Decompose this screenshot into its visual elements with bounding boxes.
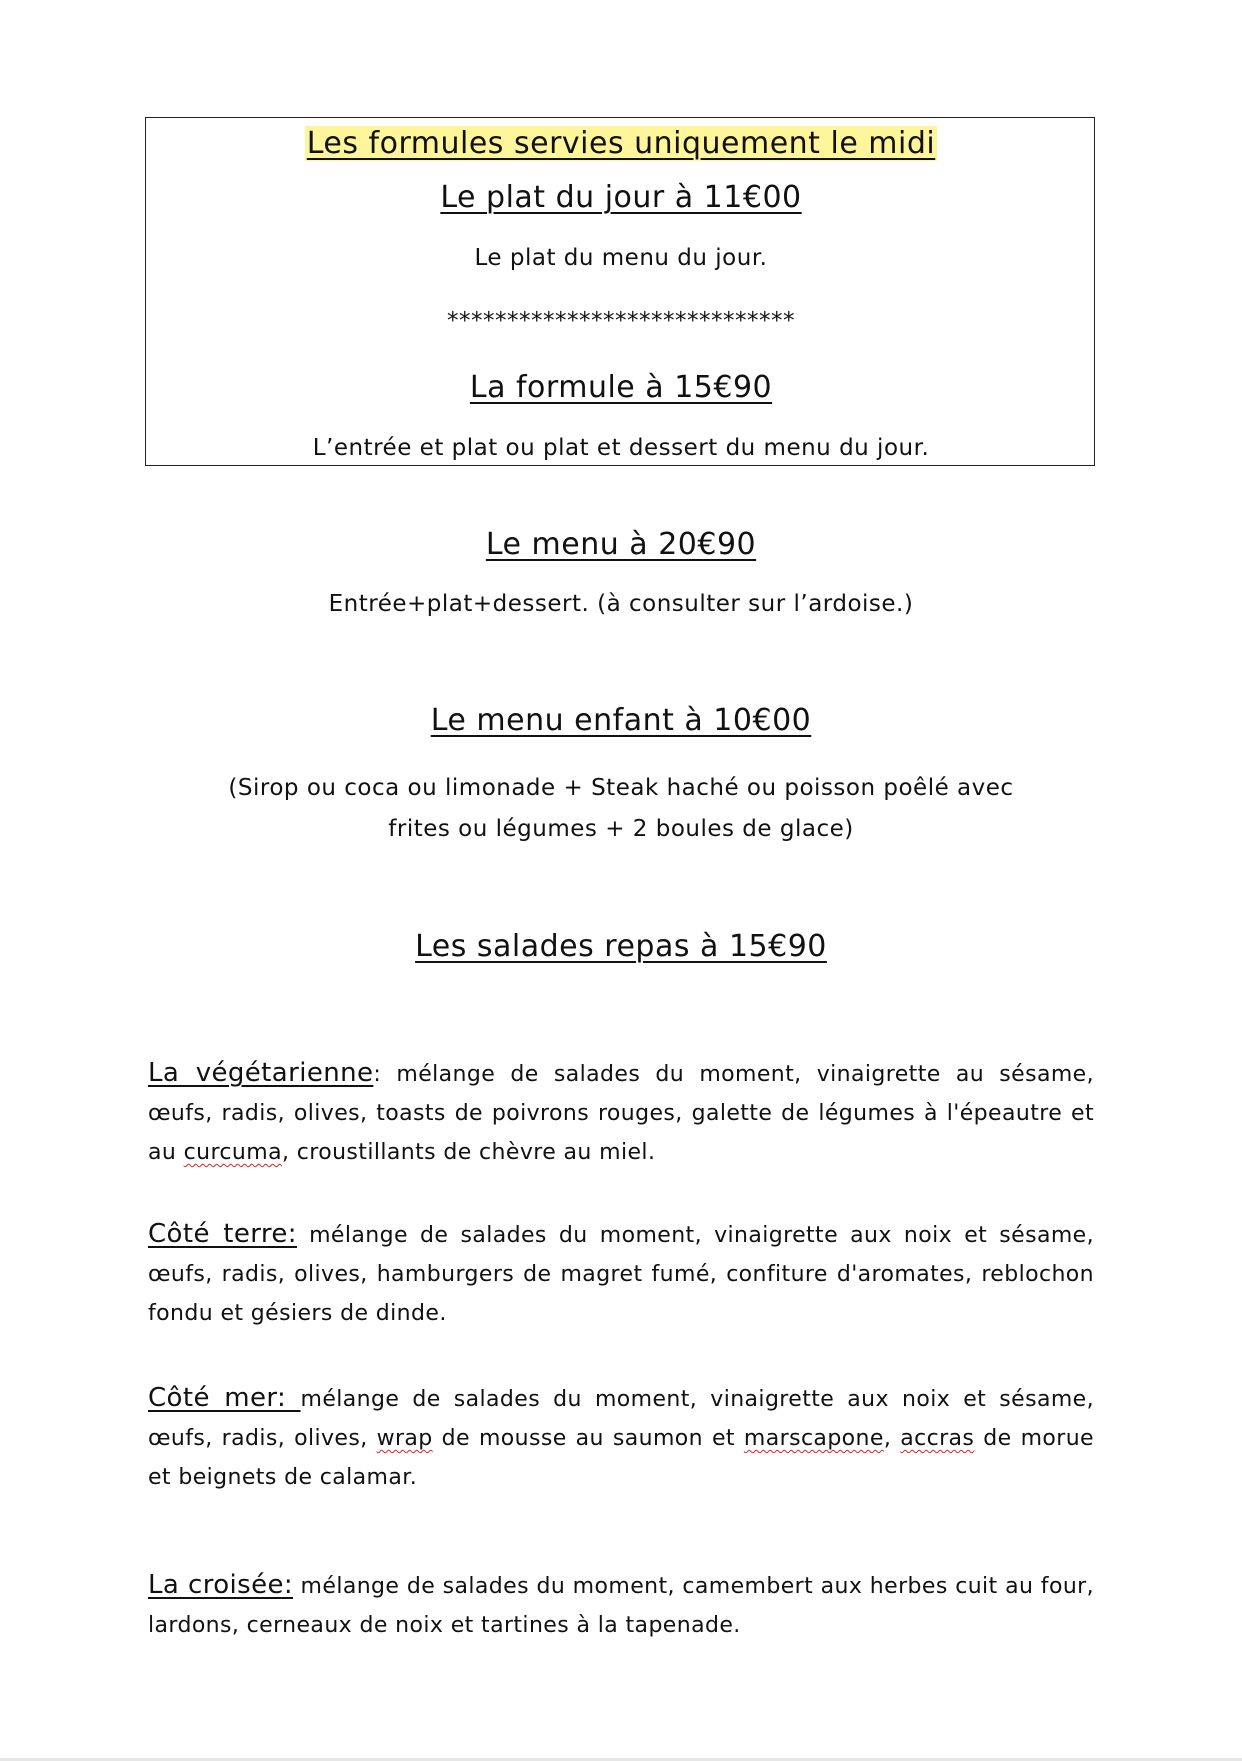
plat-du-jour-description: Le plat du menu du jour. [474, 245, 768, 271]
salade-name: Côté terre: [148, 1219, 297, 1249]
formules-heading [0, 126, 1242, 161]
salade-name: Côté mer: [148, 1383, 301, 1413]
salade-item-vegetarienne [148, 1054, 1094, 1172]
formules-box [145, 117, 1095, 466]
salade-item-cote-mer [148, 1379, 1094, 1497]
salade-description: mélange de salades du moment, camembert aux herbes cuit au four, lardons, cerneaux de noix et tartines à la tapenade. [148, 1574, 1094, 1638]
menu-title: Le menu à 20€90 [485, 527, 757, 562]
salade-description-part: , [883, 1426, 901, 1451]
plat-du-jour-heading [0, 180, 1242, 215]
salade-description-part: de mousse au saumon et [432, 1426, 744, 1451]
formules-title: Les formules servies uniquement le midi [306, 126, 936, 161]
menu-enfant-description-line2: frites ou légumes + 2 boules de glace) [388, 816, 854, 842]
formule-title: La formule à 15€90 [469, 370, 773, 405]
salade-item-cote-terre [148, 1215, 1094, 1333]
separator: ***************************** [447, 308, 795, 334]
plat-du-jour-title: Le plat du jour à 11€00 [440, 180, 802, 215]
salade-description: mélange de salades du moment, vinaigrette aux noix et sésame, œufs, radis, olives, hamburgers de magret fumé, confiture d'aromates, reblochon fondu et gésiers de dinde. [148, 1223, 1095, 1326]
salade-description: : mélange de salades du moment, vinaigrette au sésame, œufs, radis, olives, toasts de poivrons rouges, galette de légumes à l'épeautre et au [148, 1062, 1094, 1165]
salade-description-end: , croustillants de chèvre au miel. [281, 1140, 656, 1165]
menu-enfant-heading [0, 703, 1242, 738]
spellcheck-flagged-word: curcuma [183, 1140, 282, 1165]
menu-heading [0, 527, 1242, 562]
salade-name: La croisée: [148, 1570, 294, 1600]
menu-enfant-description-line1: (Sirop ou coca ou limonade + Steak haché ou poisson poêlé avec [228, 775, 1014, 801]
salades-heading [0, 929, 1242, 964]
menu-enfant-title: Le menu enfant à 10€00 [430, 703, 812, 738]
spellcheck-flagged-word: marscapone [743, 1426, 884, 1451]
spellcheck-flagged-word: accras [900, 1426, 975, 1451]
spellcheck-flagged-word: wrap [376, 1426, 433, 1451]
formule-description: L’entrée et plat ou plat et dessert du menu du jour. [312, 435, 930, 461]
salade-name: La végétarienne [148, 1058, 374, 1088]
salade-description-end: de morue et beignets de calamar. [148, 1426, 1094, 1490]
salade-description: mélange de salades du moment, vinaigrette aux noix et sésame, œufs, radis, olives, [148, 1387, 1094, 1451]
salade-item-la-croisee [148, 1566, 1094, 1645]
formule-heading [0, 370, 1242, 405]
salades-title: Les salades repas à 15€90 [415, 929, 827, 964]
menu-description: Entrée+plat+dessert. (à consulter sur l’ardoise.) [328, 591, 914, 617]
